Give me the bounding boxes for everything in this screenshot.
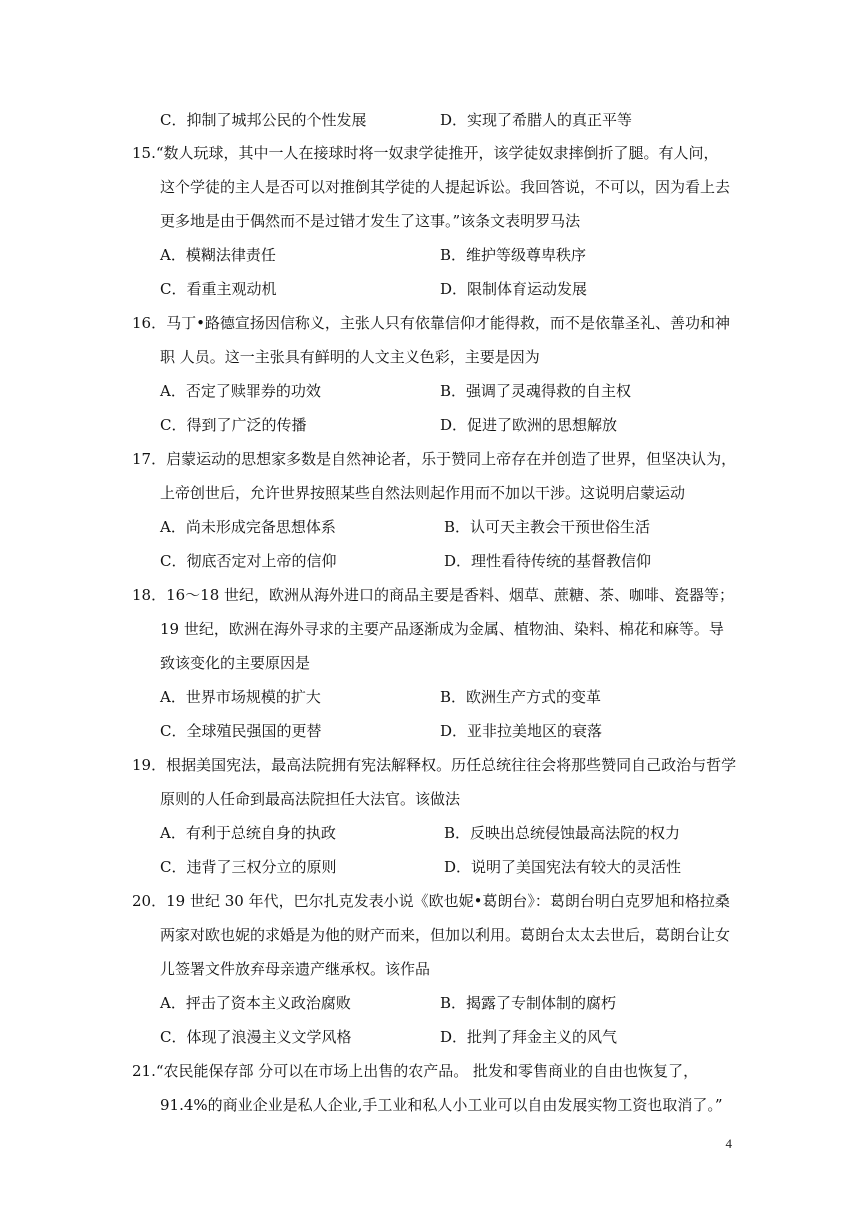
q16-option-c: C．得到了广泛的传播	[160, 416, 307, 434]
q14-option-c: C．抑制了城邦公民的个性发展	[160, 111, 367, 129]
q18-stem-line: 18．16～18 世纪，欧洲从海外进口的商品主要是香料、烟草、蔗糖、茶、咖啡、瓷器等；	[132, 586, 735, 604]
q20-stem-line: 两家对欧也妮的求婚是为他的财产而来，但加以利用。葛朗台太太去世后，葛朗台让女	[160, 926, 731, 944]
q18-option-a: A．世界市场规模的扩大	[160, 688, 321, 706]
q20-stem-line: 儿签署文件放弃母亲遗产继承权。该作品	[160, 960, 431, 978]
q21-stem-line: 91.4%的商业企业是私人企业,手工业和私人小工业可以自由发展实物工资也取消了。”	[160, 1096, 723, 1114]
q20-option-a: A．抨击了资本主义政治腐败	[160, 994, 351, 1012]
q20-stem-line: 20．19 世纪 30 年代，巴尔扎克发表小说《欧也妮•葛朗台》：葛朗台明白克罗旭和格拉桑	[132, 892, 730, 910]
q20-option-b: B．揭露了专制体制的腐朽	[440, 994, 617, 1012]
q16-stem-line: 16．马丁•路德宣扬因信称义，主张人只有依靠信仰才能得救，而不是依靠圣礼、善功和神	[132, 314, 730, 332]
q19-stem-line: 19．根据美国宪法，最高法院拥有宪法解释权。历任总统往往会将那些赞同自己政治与哲学	[132, 756, 737, 774]
q17-option-d: D．理性看待传统的基督教信仰	[444, 552, 652, 570]
q20-option-d: D．批判了拜金主义的风气	[440, 1028, 618, 1046]
q21-stem-line: 21.“农民能保存部 分可以在市场上出售的农产品。 批发和零售商业的自由也恢复了，	[132, 1062, 699, 1080]
q19-option-c: C．违背了三权分立的原则	[160, 858, 337, 876]
q15-stem-line: 这个学徒的主人是否可以对推倒其学徒的人提起诉讼。我回答说，不可以，因为看上去	[160, 178, 731, 196]
q14-option-d: D．实现了希腊人的真正平等	[440, 111, 633, 129]
q18-option-d: D．亚非拉美地区的衰落	[440, 722, 603, 740]
q19-option-a: A．有利于总统自身的执政	[160, 824, 336, 842]
q16-stem-line: 职 人员。这一主张具有鲜明的人文主义色彩，主要是因为	[160, 348, 540, 366]
q18-option-b: B．欧洲生产方式的变革	[440, 688, 602, 706]
page-number: 4	[725, 1136, 732, 1151]
q15-option-c: C．看重主观动机	[160, 280, 277, 298]
q17-option-c: C．彻底否定对上帝的信仰	[160, 552, 337, 570]
q19-stem-line: 原则的人任命到最高法院担任大法官。该做法	[160, 790, 461, 808]
q17-stem-line: 上帝创世后，允许世界按照某些自然法则起作用而不加以干涉。这说明启蒙运动	[160, 484, 686, 502]
q15-option-a: A．模糊法律责任	[160, 246, 276, 264]
q15-stem-line: 15.“数人玩球，其中一人在接球时将一奴隶学徒推开，该学徒奴隶摔倒折了腿。有人问，	[132, 144, 719, 162]
q15-stem-line: 更多地是由于偶然而不是过错才发生了这事。”该条文表明罗马法	[160, 212, 581, 230]
q16-option-b: B．强调了灵魂得救的自主权	[440, 382, 632, 400]
q18-stem-line: 19 世纪，欧洲在海外寻求的主要产品逐渐成为金属、植物油、染料、棉花和麻等。导	[160, 620, 724, 638]
q16-option-d: D．促进了欧洲的思想解放	[440, 416, 618, 434]
q15-option-d: D．限制体育运动发展	[440, 280, 588, 298]
q17-option-b: B．认可天主教会干预世俗生活	[444, 518, 651, 536]
q17-option-a: A．尚未形成完备思想体系	[160, 518, 336, 536]
q18-stem-line: 致该变化的主要原因是	[160, 654, 311, 672]
q16-option-a: A．否定了赎罪券的功效	[160, 382, 321, 400]
q19-option-b: B．反映出总统侵蚀最高法院的权力	[444, 824, 681, 842]
q19-option-d: D．说明了美国宪法有较大的灵活性	[444, 858, 682, 876]
q17-stem-line: 17．启蒙运动的思想家多数是自然神论者，乐于赞同上帝存在并创造了世界，但坚决认为，	[132, 450, 737, 468]
q15-option-b: B．维护等级尊卑秩序	[440, 246, 587, 264]
q20-option-c: C．体现了浪漫主义文学风格	[160, 1028, 352, 1046]
q18-option-c: C．全球殖民强国的更替	[160, 722, 322, 740]
